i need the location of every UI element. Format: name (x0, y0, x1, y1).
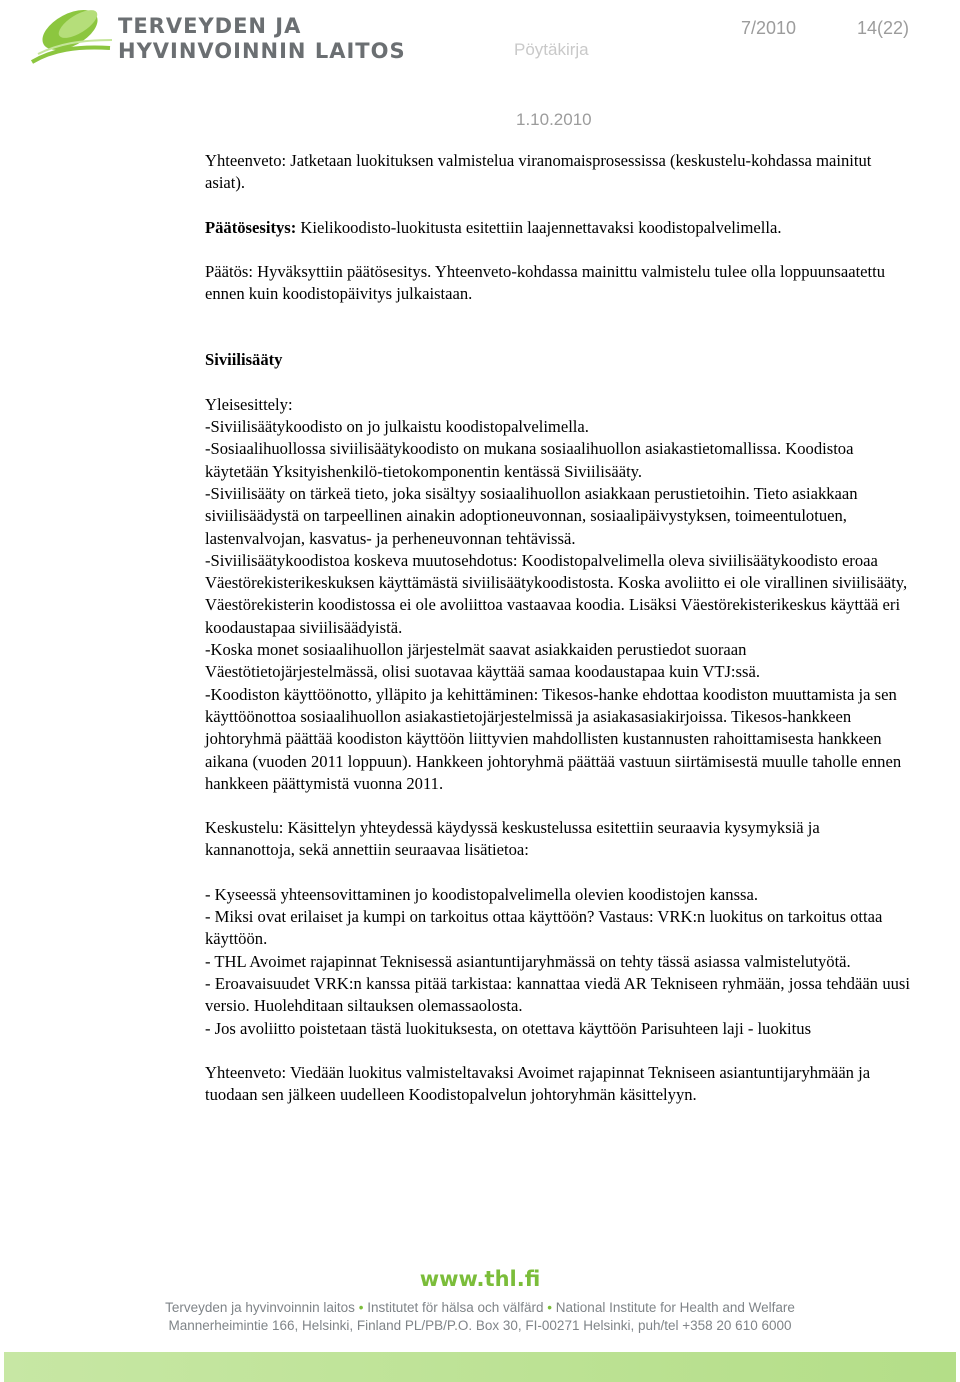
decision-paragraph: Päätös: Hyväksyttiin päätösesitys. Yhteenveto-kohdassa mainittu valmistelu tulee olla loppuunsaatettu ennen kuin koodistopäivitys julkaistaan. (205, 261, 886, 304)
document-date: 1.10.2010 (516, 110, 592, 129)
discussion-item: - Miksi ovat erilaiset ja kumpi on tarkoitus ottaa käyttöön? Vastaus: VRK:n luokitus on tarkoitus ottaa käyttöön. (205, 907, 883, 949)
document-number: 7/2010 (741, 18, 797, 38)
intro-line: -Koska monet sosiaalihuollon järjestelmät saavat asiakkaiden perustiedot suoraan Väestötietojärjestelmässä, olisi suotavaa käyttää samaa koodaustapaa kuin VTJ:ssä. (205, 640, 760, 682)
thl-logo (28, 4, 406, 68)
section-heading: Siviilisääty (205, 350, 283, 370)
discussion-item: - Jos avoliitto poistetaan tästä luokituksesta, on otettava käyttöön Parisuhteen laji - luokitus (205, 1018, 812, 1038)
proposal-text: Kielikoodisto-luokitusta esitettiin laajennettavaksi koodistopalvelimella. (296, 217, 782, 237)
discussion-item: - Kyseessä yhteensovittaminen jo koodistopalvelimella olevien koodistojen kanssa. (205, 884, 759, 904)
footer-address: Mannerheimintie 166, Helsinki, Finland PL/PB/P.O. Box 30, FI-00271 Helsinki, puh/tel +358 20 610 6000 (168, 1318, 792, 1333)
institute-name-sv: Institutet för hälsa och välfärd (367, 1300, 544, 1315)
intro-line: -Siviilisäätykoodisto on jo julkaistu koodistopalvelimella. (205, 417, 589, 437)
intro-line: Yleisesittely: (205, 394, 293, 414)
intro-line: -Siviilisäätykoodistoa koskeva muutosehdotus: Koodistopalvelimella oleva siviilisäätykoodisto eroaa Väestörekisterikeskuksen käyttämästä siviilisäätykoodistosta. Koska avoliitto ei ole virallinen siviilisääty, Väestörekisterin koodistossa ei ole avoliittoa vastaavaa koodia. Lisäksi Väestörekisterikeskus käyttää eri koodaustapaa siviilisäädyistä. (205, 550, 908, 637)
summary-paragraph-1: Yhteenveto: Jatketaan luokituksen valmistelua viranomaisprosessissa (keskustelu-kohdassa mainitut asiat). (205, 151, 872, 193)
discussion-paragraph: Keskustelu: Käsittelyn yhteydessä käydyssä keskustelussa esitettiin seuraavia kysymyksiä ja kannanottoja, sekä annettiin seuraavaa lisätietoa: (205, 818, 820, 860)
separator-bullet: • (547, 1300, 553, 1315)
footer-institute-names (0, 1300, 960, 1315)
org-name-line1: TERVEYDEN JA (118, 14, 302, 38)
document-body (205, 150, 910, 1106)
org-name-line2: HYVINVOINNIN LAITOS (118, 39, 406, 63)
intro-line: -Koodiston käyttöönotto, ylläpito ja kehittäminen: Tikesos-hanke ehdottaa koodiston muuttamista ja sen käyttöönottoa sosiaalihuollon asiakastietojärjestelmissä ja asiakasasiakirjoissa. Tikesos-hankkeen johtoryhmä päättää koodiston käyttöön liittyvien mahdollisten kustannusten rahoittamisesta hankkeen aikana (vuoden 2011 loppuun). Hankkeen johtoryhmä päättää vastuun siirtämisestä muulle taholle ennen hankkeen päättymistä vuonna 2011. (205, 684, 902, 793)
thl-leaf-icon (28, 4, 118, 68)
page-number: 14(22) (857, 18, 910, 38)
proposal-label: Päätösesitys: (205, 217, 297, 237)
separator-bullet: • (358, 1300, 364, 1315)
footer-green-bar (4, 1352, 956, 1382)
discussion-item: - Eroavaisuudet VRK:n kanssa pitää tarkistaa: kannattaa viedä AR Tekniseen ryhmään, jossa tehdään uusi versio. Huolehditaan siltauksen olemassaolosta. (205, 973, 910, 1016)
discussion-item: - THL Avoimet rajapinnat Teknisessä asiantuntijaryhmässä on tehty tässä asiassa valmistelutyötä. (205, 951, 851, 971)
intro-line: -Sosiaalihuollossa siviilisäätykoodisto on mukana sosiaalihuollon asiakastietomallissa. Koodistoa käytetään Yksityishenkilö-tietokomponentin kentässä Siviilisääty. (205, 439, 854, 481)
final-summary-paragraph: Yhteenveto: Viedään luokitus valmisteltavaksi Avoimet rajapinnat Tekniseen asiantuntijaryhmään ja tuodaan sen jälkeen uudelleen Koodistopalvelun johtoryhmän käsittelyyn. (205, 1062, 871, 1105)
website-link[interactable]: www.thl.fi (419, 1267, 541, 1291)
institute-name-en: National Institute for Health and Welfare (555, 1300, 795, 1315)
intro-line: -Siviilisääty on tärkeä tieto, joka sisältyy sosiaalihuollon asiakkaan perustietoihin. Tieto asiakkaan siviilisäädystä on tarpeellinen ainakin adoptioneuvonnan, sosiaalipäivystyksen, toimeentulotuen, lastenvalvojan, kasvatus- ja perheneuvonnan tehtävissä. (205, 483, 858, 548)
document-type: Pöytäkirja (514, 40, 589, 59)
institute-name-fi: Terveyden ja hyvinvoinnin laitos (165, 1300, 355, 1315)
proposal-paragraph (205, 217, 910, 239)
